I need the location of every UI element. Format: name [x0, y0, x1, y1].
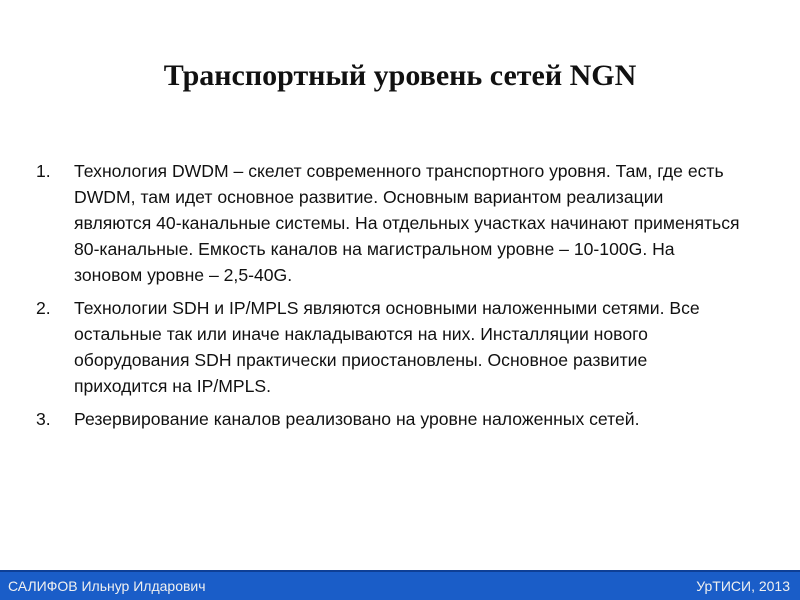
list-item-text: Резервирование каналов реализовано на уровне наложенных сетей. — [74, 409, 640, 429]
list-item-2 — [30, 295, 745, 399]
footer-bar — [0, 570, 800, 600]
slide-title: Транспортный уровень сетей NGN — [163, 59, 637, 92]
list-item-number: 3. — [36, 409, 51, 429]
footer-organization: УрТИСИ, 2013 — [696, 578, 790, 594]
list-item-number: 1. — [36, 161, 51, 181]
list-item-text: Технологии SDH и IP/MPLS являются основными наложенными сетями. Все остальные так или иначе накладываются на них. Инсталляции нового оборудования SDH практически приостановлены. Основное развитие приходится на IP/MPLS. — [74, 298, 700, 396]
content-list — [30, 158, 745, 439]
list-item-number: 2. — [36, 298, 51, 318]
list-item-3 — [30, 406, 745, 432]
list-item-text: Технология DWDM – скелет современного транспортного уровня. Там, где есть DWDM, там идет основное развитие. Основным вариантом реализации являются 40-канальные системы. На отдельных участках начинают применяться 80-канальные. Емкость каналов на магистральном уровне – 10-100G. На зоновом уровне – 2,5-40G. — [74, 161, 740, 285]
list-item-1 — [30, 158, 745, 288]
footer-author: САЛИФОВ Ильнур Илдарович — [8, 578, 206, 594]
